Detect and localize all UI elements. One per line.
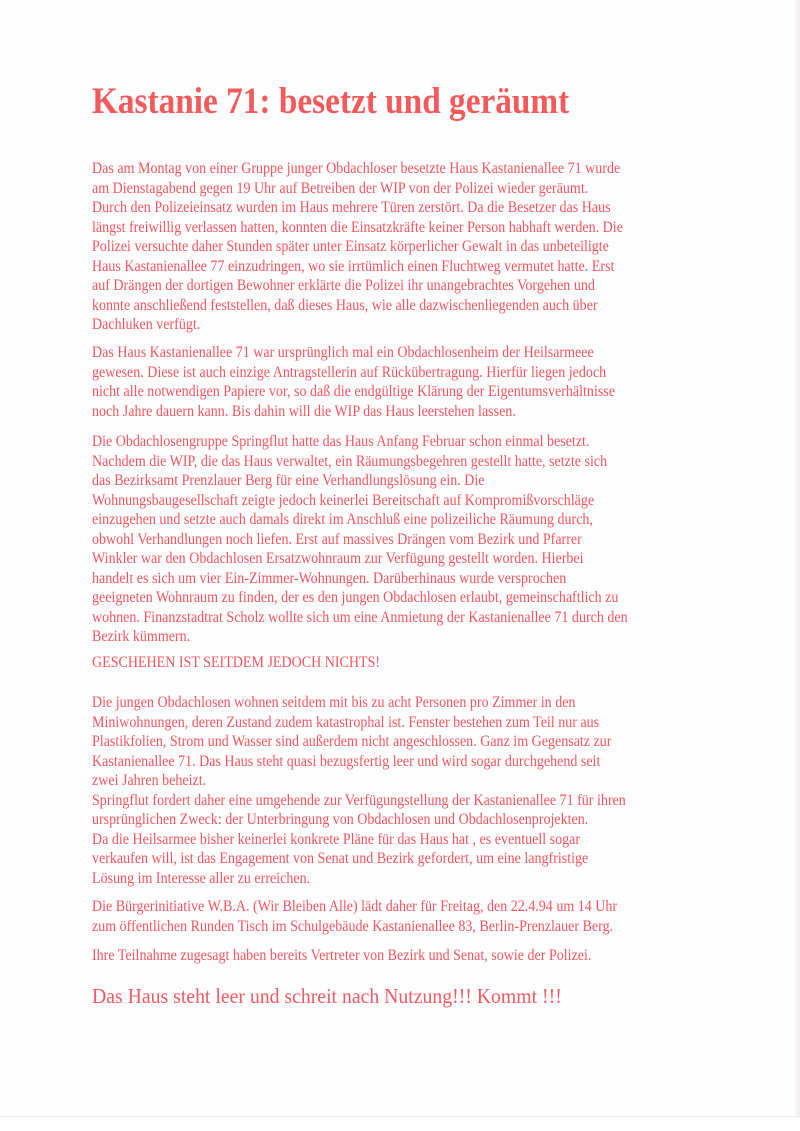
text-line: Das Haus Kastanienallee 71 war ursprünglich mal ein Obdachlosenheim der Heilsarmeee (92, 344, 594, 361)
text-line: längst freiwillig verlassen hatten, konnten die Einsatzkräfte keiner Person habhaft werden. Die (92, 218, 623, 236)
text-line: Da die Heilsarmee bisher keinerlei konkrete Pläne für das Haus hat , es eventuell sogar (92, 830, 581, 848)
text-line: das Bezirksamt Prenzlauer Berg für eine Verhandlungslösung ein. Die (92, 472, 485, 489)
text-line: Springflut fordert daher eine umgehende zur Verfügungstellung der Kastanienallee 71 für ihren (92, 791, 626, 809)
scan-edge-bottom (0, 1116, 800, 1131)
text-line: verkaufen will, ist das Engagement von Senat und Bezirk gefordert, um eine langfristige (92, 850, 589, 867)
closing-call: Das Haus steht leer und schreit nach Nutzung!!! Kommt !!! (92, 984, 562, 1008)
text-line: gewesen. Diese ist auch einzige Antragstellerin auf Rückübertragung. Hierfür liegen jedoch (92, 363, 607, 381)
paragraph-invitation (92, 897, 672, 936)
text-line: geeigneten Wohnraum zu finden, der es den jungen Obdachlosen erlaubt, gemeinschaftlich zu (92, 589, 619, 606)
text-line: Kastanienallee 71. Das Haus steht quasi bezugsfertig leer und wird sogar durchgehend seit (92, 752, 601, 770)
paragraph-conditions (92, 693, 682, 888)
text-line: konnte anschließend feststellen, daß dieses Haus, wie alle dazwischenliegenden auch über (92, 296, 598, 314)
text-line: Wohnungsbaugesellschaft zeigte jedoch keinerlei Bereitschaft auf Kompromißvorschläge (92, 491, 595, 509)
document-title: Kastanie 71: besetzt und geräumt (92, 81, 570, 122)
text-line: Die Obdachlosengruppe Springflut hatte das Haus Anfang Februar schon einmal besetzt. (92, 433, 590, 450)
text-line: ursprünglichen Zweck: der Unterbringung von Obdachlosen und Obdachlosenprojekten. (92, 811, 589, 828)
text-line: Ihre Teilnahme zugesagt haben bereits Vertreter von Bezirk und Senat, sowie der Polizei. (92, 947, 592, 964)
paragraph-history (92, 343, 670, 421)
text-line: Das am Montag von einer Gruppe junger Obdachloser besetzte Haus Kastanienallee 71 wurde (92, 160, 621, 177)
text-line: wohnen. Finanzstadtrat Scholz wollte sich um eine Anmietung der Kastanienallee 71 durch den (92, 608, 628, 626)
paragraph-participants (92, 946, 644, 966)
text-line: Plastikfolien, Strom und Wasser sind außerdem nicht angeschlossen. Ganz im Gegensatz zur (92, 733, 612, 750)
paragraph-springflut (92, 432, 684, 647)
scan-edge-right (794, 0, 800, 1131)
text-line: Haus Kastanienallee 77 einzudringen, wo sie irrtümlich einen Fluchtweg vermutet hatte. Erst (92, 257, 615, 275)
text-line: einzugehen und setzte auch damals direkt im Anschluß eine polizeiliche Räumung durch, (92, 511, 593, 528)
text-line: obwohl Verhandlungen noch liefen. Erst auf massives Drängen vom Bezirk und Pfarrer (92, 530, 582, 548)
text-line: Lösung im Interesse aller zu erreichen. (92, 869, 311, 887)
text-line: zum öffentlichen Runden Tisch im Schulgebäude Kastanienallee 83, Berlin-Prenzlauer Berg. (92, 917, 614, 935)
text-line: Durch den Polizeieinsatz wurden im Haus mehrere Türen zerstört. Da die Besetzer das Haus (92, 199, 611, 216)
paragraph-eviction (92, 159, 679, 335)
text-line: handelt es sich um vier Ein-Zimmer-Wohnungen. Darüberhinaus wurde versprochen (92, 569, 567, 587)
text-line: Winkler war den Obdachlosen Ersatzwohnraum zur Verfügung gestellt worden. Hierbei (92, 550, 584, 567)
text-line: Miniwohnungen, deren Zustand zudem katastrophal ist. Fenster bestehen zum Teil nur aus (92, 713, 600, 731)
text-line: auf Drängen der dortigen Bewohner erklärte die Polizei ihr unangebrachtes Vorgehen und (92, 277, 595, 294)
text-line: Nachdem die WIP, die das Haus verwaltet, ein Räumungsbegehren gestellt hatte, setzte sich (92, 452, 608, 470)
text-line: am Dienstagabend gegen 19 Uhr auf Betreiben der WIP von der Polizei wieder geräumt. (92, 179, 589, 197)
text-line: zwei Jahren beheizt. (92, 772, 207, 789)
text-line: Polizei versuchte daher Stunden später unter Einsatz körperlicher Gewalt in das unbeteiligte (92, 238, 609, 255)
text-line: Die jungen Obdachlosen wohnen seitdem mit bis zu acht Personen pro Zimmer in den (92, 694, 576, 711)
emphasis-heading: GESCHEHEN IST SEITDEM JEDOCH NICHTS! (92, 654, 381, 671)
text-line: Bezirk kümmern. (92, 628, 191, 645)
text-line: noch Jahre dauern kann. Bis dahin will die WIP das Haus leerstehen lassen. (92, 402, 516, 420)
text-line: nicht alle notwendigen Papiere vor, so daß die endgültige Klärung der Eigentumsverhältnisse (92, 383, 615, 400)
text-line: Die Bürgerinitiative W.B.A. (Wir Bleiben Alle) lädt daher für Freitag, den 22.4.94 um 14 Uhr (92, 898, 618, 915)
text-line: Dachluken verfügt. (92, 316, 201, 333)
